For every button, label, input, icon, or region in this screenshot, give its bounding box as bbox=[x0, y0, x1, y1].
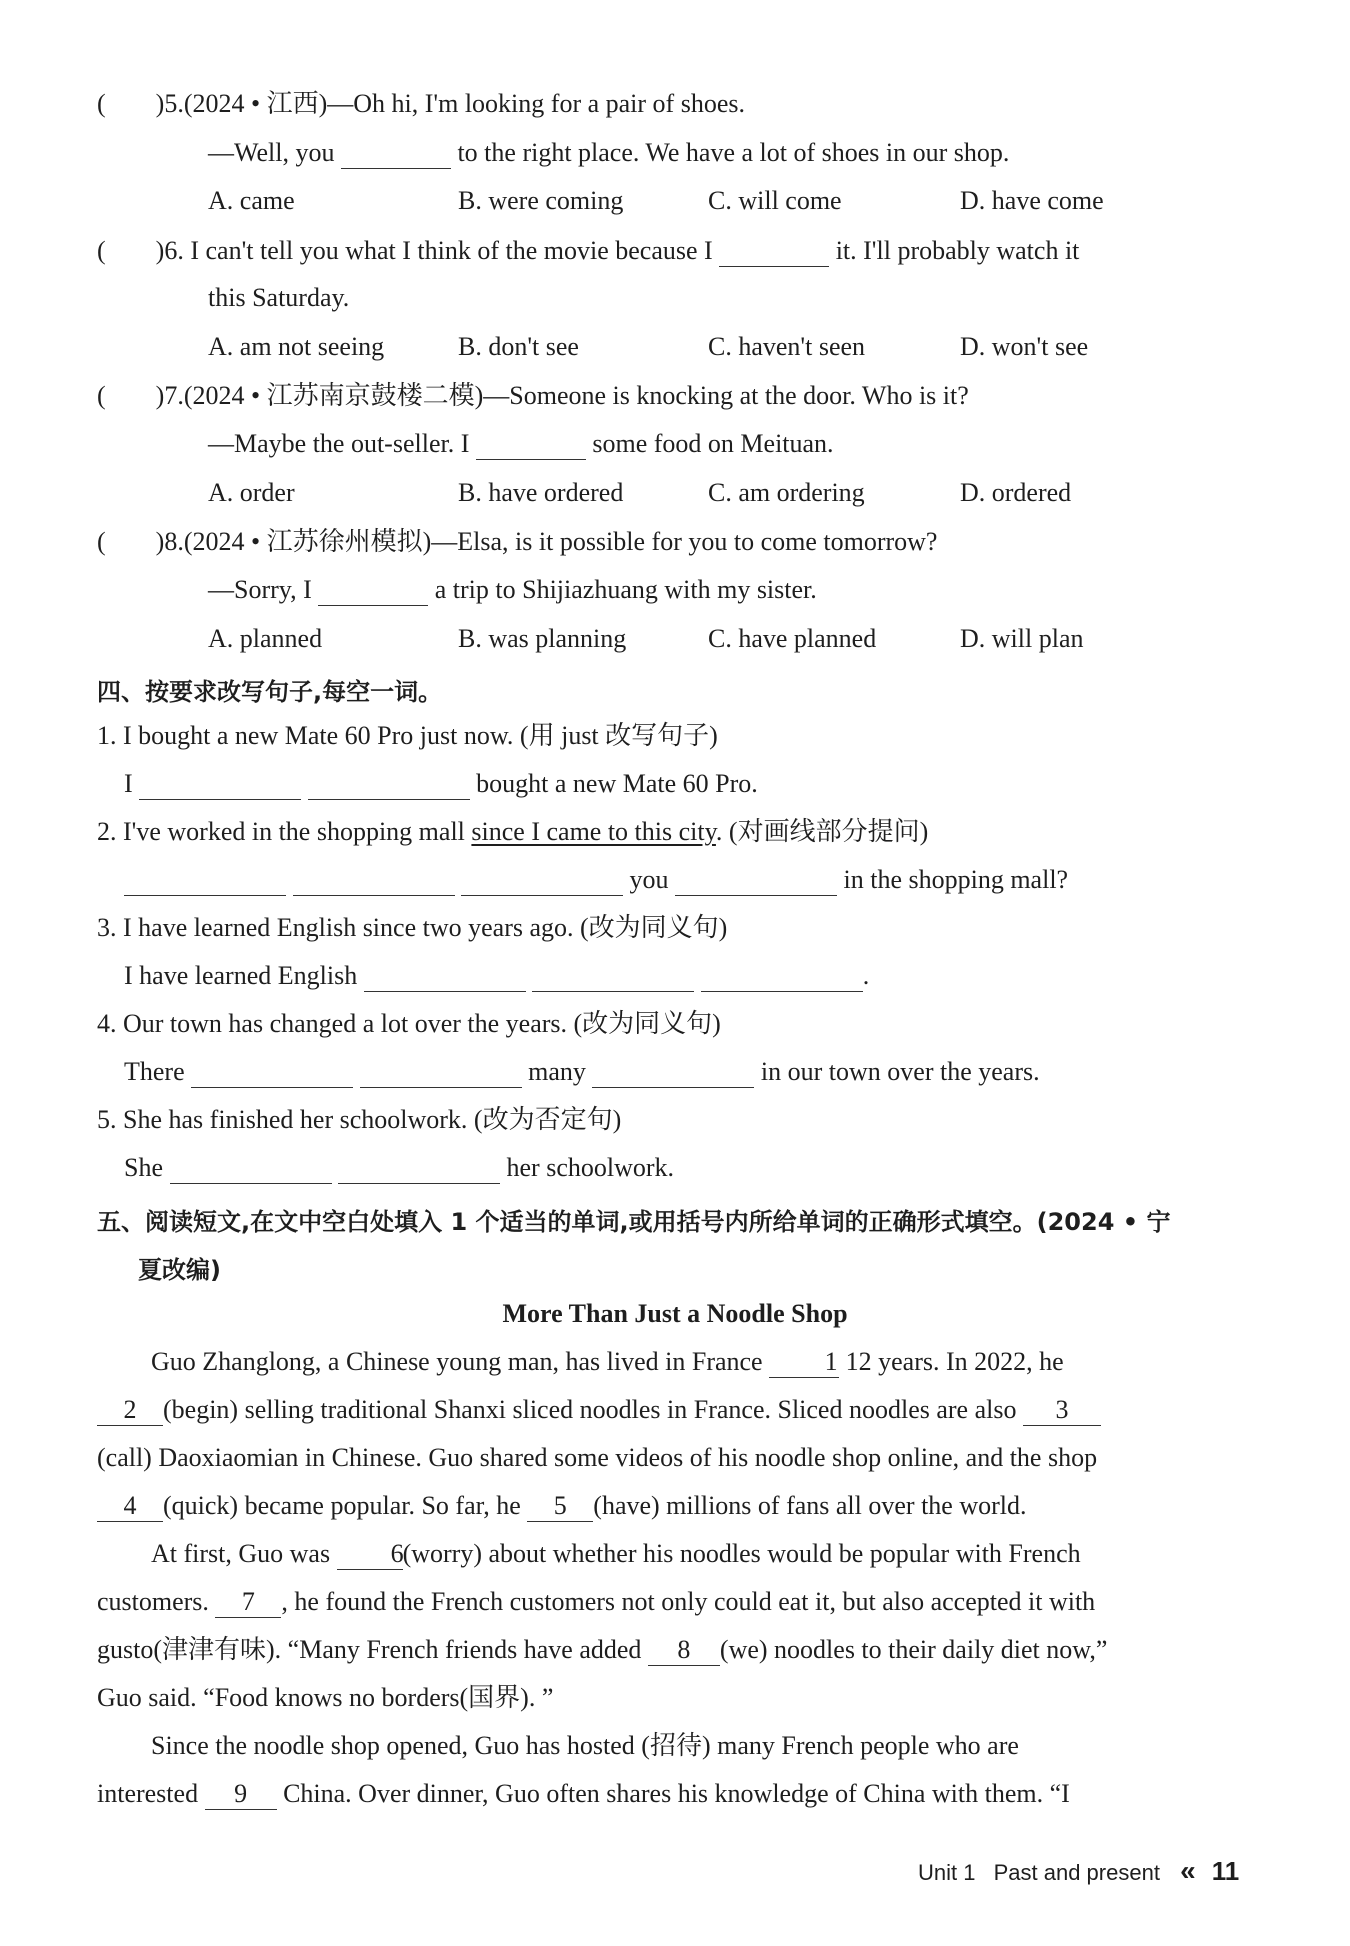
passage-paragraph-2 bbox=[97, 1530, 1247, 1722]
fill-blank[interactable] bbox=[592, 1061, 754, 1088]
fill-blank[interactable] bbox=[719, 240, 829, 267]
question-text: this Saturday. bbox=[208, 283, 350, 312]
answer-paren-close: ) bbox=[155, 236, 165, 265]
fill-blank[interactable] bbox=[360, 1061, 522, 1088]
answer-text: . bbox=[862, 961, 870, 990]
passage-blank-8[interactable]: 8 bbox=[648, 1635, 720, 1666]
question-source: (2024 • 江西) bbox=[183, 89, 328, 118]
rewrite-question-4: 4. Our town has changed a lot over the years. (改为同义句) bbox=[97, 1009, 721, 1038]
passage-title: More Than Just a Noodle Shop bbox=[502, 1299, 848, 1328]
mc-question-5-line2 bbox=[208, 137, 1009, 169]
fill-blank[interactable] bbox=[293, 869, 455, 896]
section-heading: 四、按要求改写句子,每空一词。 bbox=[97, 678, 443, 706]
option-c[interactable]: C. have planned bbox=[708, 624, 877, 653]
fill-blank[interactable] bbox=[308, 773, 470, 800]
option-a[interactable]: A. order bbox=[208, 478, 295, 507]
fill-blank[interactable] bbox=[170, 1157, 332, 1184]
fill-blank[interactable] bbox=[532, 965, 694, 992]
fill-blank[interactable] bbox=[191, 1061, 353, 1088]
rewrite-question-2 bbox=[97, 816, 928, 848]
rewrite-answer-3 bbox=[124, 960, 869, 992]
passage-text: (worry) about whether his noodles would be popular with French bbox=[402, 1539, 1081, 1568]
option-a[interactable]: A. came bbox=[208, 186, 295, 215]
passage-text: interested bbox=[97, 1779, 199, 1808]
option-b[interactable]: B. don't see bbox=[458, 332, 579, 361]
answer-text: She bbox=[124, 1153, 163, 1182]
passage-blank-5[interactable]: 5 bbox=[527, 1491, 593, 1522]
rewrite-answer-1 bbox=[124, 768, 758, 800]
fill-blank[interactable] bbox=[341, 142, 451, 169]
question-number: 7. bbox=[164, 381, 184, 410]
option-a[interactable]: A. am not seeing bbox=[208, 332, 385, 361]
question-text: some food on Meituan. bbox=[592, 429, 834, 458]
passage-text: (call) Daoxiaomian in Chinese. Guo shared some videos of his noodle shop online, and the shop bbox=[97, 1443, 1098, 1472]
question-text: —Sorry, I bbox=[208, 575, 312, 604]
answer-text: you bbox=[629, 865, 669, 894]
fill-blank[interactable] bbox=[124, 869, 286, 896]
question-text: —Someone is knocking at the door. Who is it? bbox=[483, 381, 969, 410]
option-b[interactable]: B. have ordered bbox=[458, 478, 624, 507]
answer-text: her schoolwork. bbox=[506, 1153, 675, 1182]
page-footer bbox=[918, 1855, 1239, 1887]
answer-text: There bbox=[124, 1057, 185, 1086]
section-heading: 五、阅读短文,在文中空白处填入 1 个适当的单词,或用括号内所给单词的正确形式填空。(2024 • 宁 bbox=[97, 1208, 1171, 1236]
answer-text: many bbox=[528, 1057, 586, 1086]
passage-blank-9[interactable]: 9 bbox=[205, 1779, 277, 1810]
passage-text: Guo said. “Food knows no borders(国界). ” bbox=[97, 1683, 554, 1712]
option-b[interactable]: B. was planning bbox=[458, 624, 627, 653]
fill-blank[interactable] bbox=[364, 965, 526, 992]
mc-question-8-line2 bbox=[208, 574, 817, 606]
passage-paragraph-3 bbox=[97, 1722, 1247, 1818]
question-text: —Elsa, is it possible for you to come tomorrow? bbox=[431, 527, 938, 556]
passage-text: (quick) became popular. So far, he bbox=[163, 1491, 521, 1520]
section-heading-cont: 夏改编) bbox=[138, 1256, 221, 1284]
question-text: —Maybe the out-seller. I bbox=[208, 429, 470, 458]
fill-blank[interactable] bbox=[139, 773, 301, 800]
rewrite-question-5: 5. She has finished her schoolwork. (改为否定句) bbox=[97, 1105, 622, 1134]
mc-question-8 bbox=[97, 526, 937, 558]
question-text: to the right place. We have a lot of shoes in our shop. bbox=[457, 138, 1010, 167]
answer-text: bought a new Mate 60 Pro. bbox=[476, 769, 758, 798]
fill-blank[interactable] bbox=[338, 1157, 500, 1184]
option-a[interactable]: A. planned bbox=[208, 624, 323, 653]
option-b[interactable]: B. were coming bbox=[458, 186, 624, 215]
question-text: I can't tell you what I think of the movie because I bbox=[190, 236, 713, 265]
fill-blank[interactable] bbox=[318, 579, 428, 606]
question-text: —Well, you bbox=[208, 138, 335, 167]
passage-blank-7[interactable]: 7 bbox=[215, 1587, 281, 1618]
passage-text: (have) millions of fans all over the world. bbox=[593, 1491, 1027, 1520]
answer-paren-close: ) bbox=[155, 527, 165, 556]
question-number: 8. bbox=[164, 527, 184, 556]
answer-paren-open[interactable]: ( bbox=[97, 236, 106, 265]
question-number: 5. bbox=[164, 89, 184, 118]
fill-blank[interactable] bbox=[461, 869, 623, 896]
fill-blank[interactable] bbox=[701, 965, 863, 992]
question-text: a trip to Shijiazhuang with my sister. bbox=[434, 575, 817, 604]
rewrite-question-1: 1. I bought a new Mate 60 Pro just now. (用 just 改写句子) bbox=[97, 721, 718, 750]
question-text: 2. I've worked in the shopping mall bbox=[97, 817, 472, 846]
question-number: 6. bbox=[164, 236, 184, 265]
answer-text: in the shopping mall? bbox=[843, 865, 1069, 894]
passage-paragraph-1 bbox=[97, 1338, 1247, 1530]
option-c[interactable]: C. haven't seen bbox=[708, 332, 866, 361]
option-d[interactable]: D. ordered bbox=[960, 478, 1072, 507]
passage-blank-1[interactable]: 1 bbox=[769, 1347, 839, 1378]
passage-text: (we) noodles to their daily diet now,” bbox=[719, 1635, 1108, 1664]
passage-text: Guo Zhanglong, a Chinese young man, has lived in France bbox=[151, 1347, 763, 1376]
answer-paren-close: ) bbox=[155, 381, 165, 410]
rewrite-answer-2 bbox=[124, 864, 1068, 896]
question-source: (2024 • 江苏徐州模拟) bbox=[183, 527, 432, 556]
underlined-part: since I came to this city bbox=[471, 817, 716, 846]
rewrite-answer-4 bbox=[124, 1056, 1040, 1088]
option-c[interactable]: C. will come bbox=[708, 186, 842, 215]
page-number: 11 bbox=[1211, 1856, 1240, 1886]
answer-text: in our town over the years. bbox=[760, 1057, 1040, 1086]
mc-question-7-line2 bbox=[208, 428, 834, 460]
passage-text: 12 years. In 2022, he bbox=[845, 1347, 1064, 1376]
passage-text: China. Over dinner, Guo often shares his knowledge of China with them. “I bbox=[283, 1779, 1070, 1808]
answer-text: I bbox=[124, 769, 133, 798]
passage-blank-3[interactable]: 3 bbox=[1023, 1395, 1101, 1426]
mc-question-6 bbox=[97, 235, 1079, 267]
answer-paren-open[interactable]: ( bbox=[97, 89, 106, 118]
answer-paren-open[interactable]: ( bbox=[97, 527, 106, 556]
option-d[interactable]: D. will plan bbox=[960, 624, 1084, 653]
question-text: . (对画线部分提问) bbox=[715, 817, 929, 846]
passage-text: gusto(津津有味). “Many French friends have added bbox=[97, 1635, 642, 1664]
passage-text: Since the noodle shop opened, Guo has hosted (招待) many French people who are bbox=[151, 1731, 1019, 1760]
passage-blank-4[interactable]: 4 bbox=[97, 1491, 163, 1522]
passage-text: At first, Guo was bbox=[151, 1539, 331, 1568]
passage-text: (begin) selling traditional Shanxi sliced noodles in France. Sliced noodles are also bbox=[163, 1395, 1017, 1424]
fill-blank[interactable] bbox=[675, 869, 837, 896]
answer-text: I have learned English bbox=[124, 961, 358, 990]
double-chevron-left-icon: « bbox=[1180, 1855, 1196, 1886]
footer-title: Past and present bbox=[993, 1860, 1160, 1885]
option-d[interactable]: D. have come bbox=[960, 186, 1104, 215]
answer-paren-close: ) bbox=[155, 89, 165, 118]
fill-blank[interactable] bbox=[476, 433, 586, 460]
question-text: it. I'll probably watch it bbox=[835, 236, 1080, 265]
passage-blank-6[interactable]: 6 bbox=[337, 1539, 403, 1570]
question-source: (2024 • 江苏南京鼓楼二模) bbox=[183, 381, 484, 410]
passage-text: , he found the French customers not only could eat it, but also accepted it with bbox=[281, 1587, 1096, 1616]
passage-blank-2[interactable]: 2 bbox=[97, 1395, 163, 1426]
option-c[interactable]: C. am ordering bbox=[708, 478, 865, 507]
rewrite-question-3: 3. I have learned English since two years ago. (改为同义句) bbox=[97, 913, 728, 942]
footer-unit: Unit 1 bbox=[918, 1860, 976, 1885]
question-text: —Oh hi, I'm looking for a pair of shoes. bbox=[327, 89, 745, 118]
mc-question-5 bbox=[97, 88, 745, 120]
answer-paren-open[interactable]: ( bbox=[97, 381, 106, 410]
option-d[interactable]: D. won't see bbox=[960, 332, 1089, 361]
mc-question-7 bbox=[97, 380, 969, 412]
passage-text: customers. bbox=[97, 1587, 209, 1616]
rewrite-answer-5 bbox=[124, 1152, 674, 1184]
